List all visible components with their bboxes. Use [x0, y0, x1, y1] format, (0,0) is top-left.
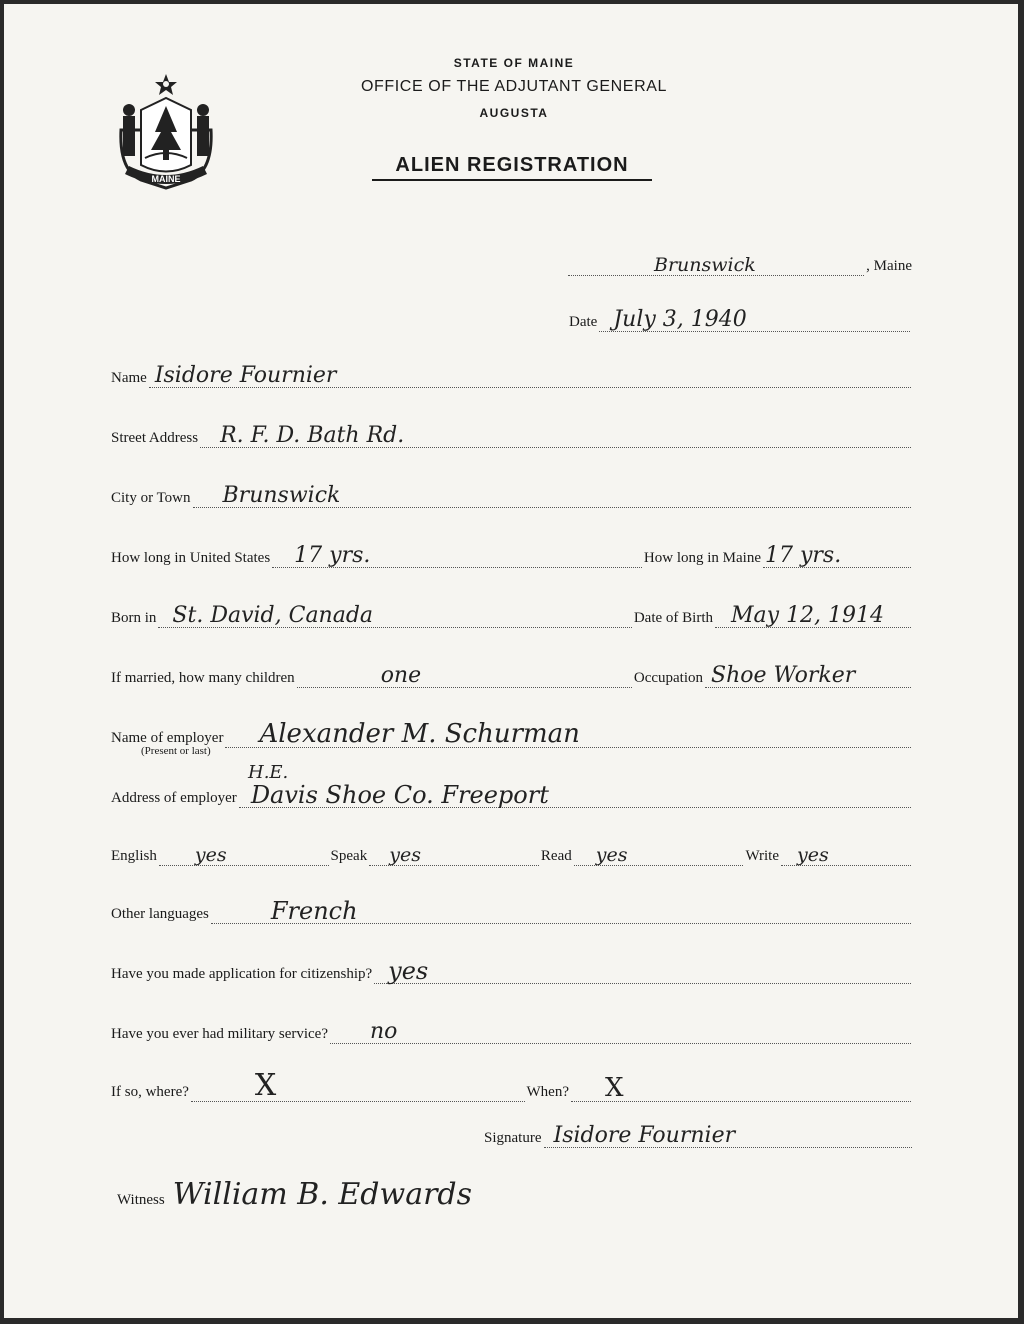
citizenship-value: yes — [388, 957, 429, 985]
street-field[interactable] — [200, 425, 911, 448]
employer-address-field[interactable] — [239, 781, 911, 809]
place-row — [566, 252, 912, 276]
how-long-maine-value: 17 yrs. — [765, 543, 842, 568]
citizenship-row — [111, 957, 913, 985]
header-city: AUGUSTA — [479, 106, 549, 120]
signature-value: Isidore Fournier — [553, 1123, 736, 1148]
other-languages-value: French — [270, 897, 358, 925]
english-label: English — [111, 848, 157, 864]
header-state: STATE OF MAINE — [453, 56, 575, 70]
city-row — [111, 484, 913, 508]
date-row — [569, 308, 912, 332]
speak-value: yes — [389, 844, 421, 866]
seal-banner-text: MAINE — [151, 174, 181, 184]
date-label: Date — [569, 314, 598, 330]
how-long-us-value: 17 yrs. — [294, 543, 371, 568]
dob-value: May 12, 1914 — [731, 603, 885, 628]
service-details-row — [111, 1068, 913, 1103]
english-value: yes — [194, 844, 227, 866]
name-row — [111, 364, 913, 388]
city-field[interactable] — [193, 485, 911, 508]
other-languages-row — [111, 897, 913, 925]
how-long-us-field[interactable] — [272, 545, 642, 568]
speak-field[interactable] — [369, 843, 539, 866]
language-row — [111, 842, 913, 866]
write-field[interactable] — [781, 843, 911, 866]
witness-row — [117, 1177, 517, 1212]
witness-label: Witness — [117, 1192, 165, 1208]
name-label: Name — [111, 370, 147, 386]
employer-address-value: Davis Shoe Co. Freeport — [250, 781, 549, 809]
date-field[interactable] — [599, 309, 910, 332]
speak-label: Speak — [330, 848, 368, 864]
children-field[interactable] — [297, 665, 632, 688]
name-value: Isidore Fournier — [154, 363, 337, 388]
employer-address-label: Address of employer — [111, 790, 237, 806]
street-label: Street Address — [111, 430, 199, 446]
form-sheet — [4, 4, 1018, 1318]
header-office: OFFICE OF THE ADJUTANT GENERAL — [360, 78, 668, 95]
employer-address-row — [111, 781, 913, 809]
employer-label: Name of employer — [111, 730, 224, 746]
write-label: Write — [745, 848, 779, 864]
born-in-value: St. David, Canada — [172, 603, 374, 628]
witness-field[interactable] — [167, 1177, 515, 1212]
where-field[interactable] — [191, 1068, 525, 1103]
residence-row — [111, 544, 913, 568]
where-value: X — [254, 1068, 277, 1103]
occupation-field[interactable] — [705, 665, 911, 688]
employer-value: Alexander M. Schurman — [259, 719, 580, 749]
children-label: If married, how many children — [111, 670, 295, 686]
when-value: X — [605, 1073, 624, 1103]
how-long-maine-field[interactable] — [763, 545, 911, 568]
name-field[interactable] — [149, 365, 911, 388]
military-value: no — [370, 1019, 398, 1044]
military-field[interactable] — [330, 1021, 911, 1044]
maine-state-seal-icon — [111, 70, 221, 194]
street-value: R. F. D. Bath Rd. — [220, 423, 405, 448]
place-value: Brunswick — [654, 254, 756, 276]
where-label: If so, where? — [111, 1084, 189, 1100]
street-row — [111, 424, 913, 448]
citizenship-label: Have you made application for citizenship? — [111, 966, 373, 982]
place-suffix: , Maine — [866, 258, 912, 274]
other-languages-label: Other languages — [111, 906, 209, 922]
employer-sublabel: (Present or last) — [141, 745, 211, 757]
city-label: City or Town — [111, 490, 191, 506]
read-label: Read — [540, 848, 572, 864]
read-field[interactable] — [574, 843, 744, 866]
english-field[interactable] — [159, 843, 329, 866]
write-value: yes — [797, 844, 829, 866]
how-long-maine-label: How long in Maine — [643, 550, 761, 566]
city-value: Brunswick — [222, 483, 341, 508]
occupation-label: Occupation — [633, 670, 703, 686]
dob-field[interactable] — [715, 605, 911, 628]
employer-field[interactable] — [225, 719, 911, 749]
citizenship-field[interactable] — [374, 957, 911, 985]
signature-field[interactable] — [544, 1125, 913, 1148]
other-languages-field[interactable] — [211, 897, 911, 925]
born-in-field[interactable] — [158, 605, 631, 628]
place-field[interactable] — [568, 253, 864, 276]
signature-label: Signature — [484, 1130, 542, 1146]
date-value: July 3, 1940 — [613, 307, 747, 332]
dob-label: Date of Birth — [633, 610, 713, 626]
employer-address-insert: H.E. — [248, 762, 289, 783]
read-value: yes — [595, 844, 628, 866]
born-in-label: Born in — [111, 610, 157, 626]
form-title: ALIEN REGISTRATION — [372, 154, 652, 181]
how-long-us-label: How long in United States — [111, 550, 271, 566]
family-row — [111, 664, 913, 688]
when-field[interactable] — [571, 1073, 911, 1103]
when-label: When? — [526, 1084, 569, 1100]
children-value: one — [380, 663, 422, 688]
witness-value: William B. Edwards — [172, 1177, 473, 1212]
employer-row — [111, 719, 913, 749]
military-label: Have you ever had military service? — [111, 1026, 328, 1042]
birth-row — [111, 604, 913, 628]
signature-row — [484, 1124, 914, 1148]
military-row — [111, 1020, 913, 1044]
occupation-value: Shoe Worker — [711, 663, 856, 688]
